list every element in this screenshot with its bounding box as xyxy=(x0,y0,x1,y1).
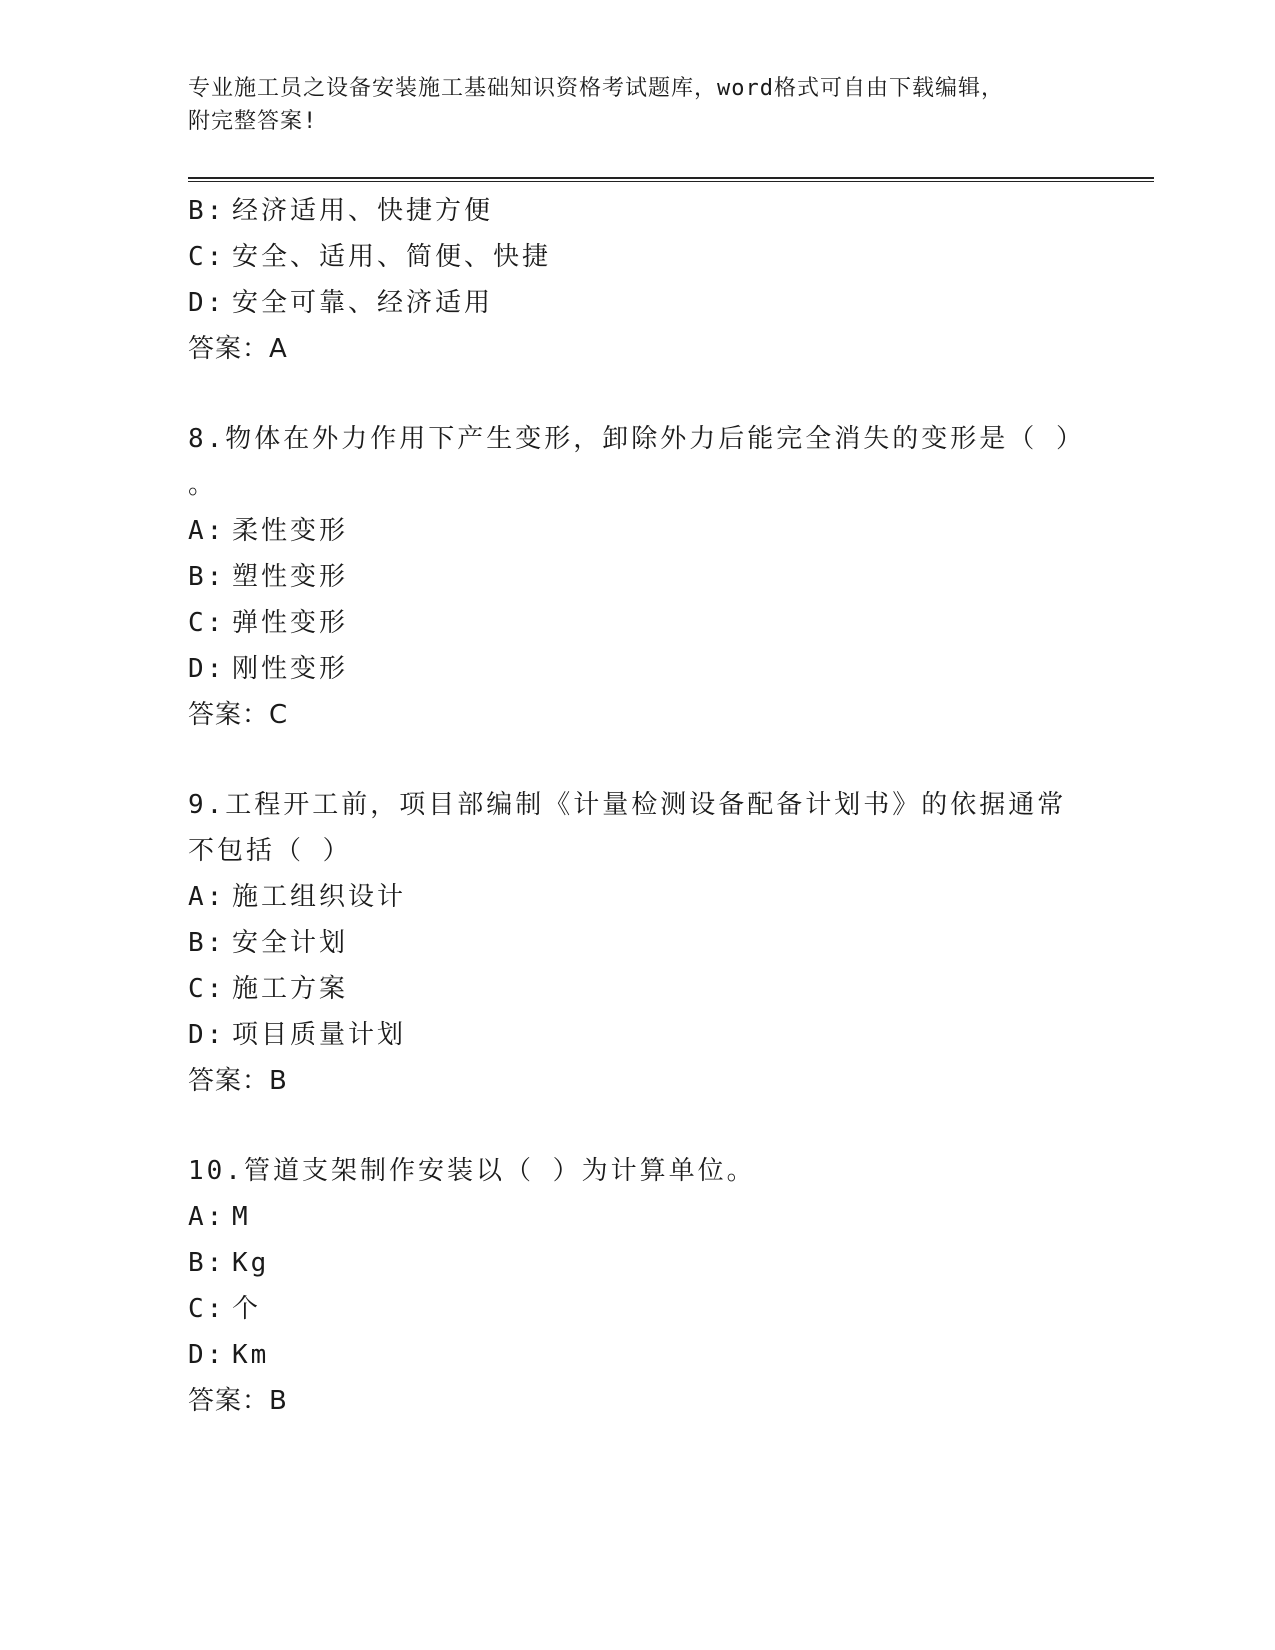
option-text: 项目质量计划 xyxy=(232,1020,407,1050)
option-key: D: xyxy=(188,288,226,318)
spacer xyxy=(188,738,1088,782)
question-9 xyxy=(188,782,1088,1104)
option-key: D: xyxy=(188,654,226,684)
option-key: C: xyxy=(188,1294,226,1324)
spacer xyxy=(188,1104,1088,1148)
header-line-2: 附完整答案! xyxy=(188,109,318,134)
option-a xyxy=(188,1194,1088,1240)
option-d xyxy=(188,280,1088,326)
option-key: D: xyxy=(188,1020,226,1050)
option-text: 经济适用、快捷方便 xyxy=(232,196,494,226)
question-7-continuation xyxy=(188,188,1088,372)
question-stem-line-1: 10.管道支架制作安装以（ ）为计算单位。 xyxy=(188,1156,756,1186)
option-text: 柔性变形 xyxy=(232,516,349,546)
option-key: A: xyxy=(188,516,226,546)
option-d xyxy=(188,1332,1088,1378)
option-c xyxy=(188,966,1088,1012)
option-text: 个 xyxy=(232,1294,262,1324)
header-divider xyxy=(188,177,1154,182)
option-key: B: xyxy=(188,196,226,226)
option-d xyxy=(188,646,1088,692)
question-stem-line-2: 不包括（ ） xyxy=(188,836,352,866)
answer-line: 答案：A xyxy=(188,334,288,364)
document-header xyxy=(188,72,1088,138)
option-text: 刚性变形 xyxy=(232,654,349,684)
option-a xyxy=(188,508,1088,554)
spacer xyxy=(188,372,1088,416)
option-a xyxy=(188,874,1088,920)
option-text: 安全可靠、经济适用 xyxy=(232,288,494,318)
question-stem-line-1: 9.工程开工前，项目部编制《计量检测设备配备计划书》的依据通常 xyxy=(188,790,1067,820)
question-stem-line-1: 8.物体在外力作用下产生变形，卸除外力后能完全消失的变形是（ ） xyxy=(188,424,1085,454)
option-key: C: xyxy=(188,974,226,1004)
option-b xyxy=(188,554,1088,600)
option-text: Kg xyxy=(232,1248,270,1278)
option-b xyxy=(188,920,1088,966)
option-key: C: xyxy=(188,608,226,638)
option-text: 施工方案 xyxy=(232,974,349,1004)
option-text: M xyxy=(232,1202,251,1232)
option-c xyxy=(188,234,1088,280)
question-list xyxy=(188,188,1088,1424)
option-d xyxy=(188,1012,1088,1058)
answer-line: 答案：B xyxy=(188,1066,288,1096)
option-text: 安全计划 xyxy=(232,928,349,958)
option-b xyxy=(188,188,1088,234)
option-key: A: xyxy=(188,882,226,912)
option-text: 施工组织设计 xyxy=(232,882,407,912)
option-key: B: xyxy=(188,562,226,592)
option-key: D: xyxy=(188,1340,226,1370)
header-line-1: 专业施工员之设备安装施工基础知识资格考试题库，word格式可自由下载编辑， xyxy=(188,76,1004,101)
question-8 xyxy=(188,416,1088,738)
answer-line: 答案：C xyxy=(188,700,289,730)
option-b xyxy=(188,1240,1088,1286)
option-text: 安全、适用、简便、快捷 xyxy=(232,242,552,272)
answer-line: 答案：B xyxy=(188,1386,288,1416)
option-key: B: xyxy=(188,1248,226,1278)
option-c xyxy=(188,1286,1088,1332)
option-key: B: xyxy=(188,928,226,958)
question-stem-line-2: 。 xyxy=(188,470,218,500)
option-key: C: xyxy=(188,242,226,272)
option-c xyxy=(188,600,1088,646)
option-key: A: xyxy=(188,1202,226,1232)
option-text: 弹性变形 xyxy=(232,608,349,638)
question-10 xyxy=(188,1148,1088,1424)
option-text: Km xyxy=(232,1340,270,1370)
option-text: 塑性变形 xyxy=(232,562,349,592)
